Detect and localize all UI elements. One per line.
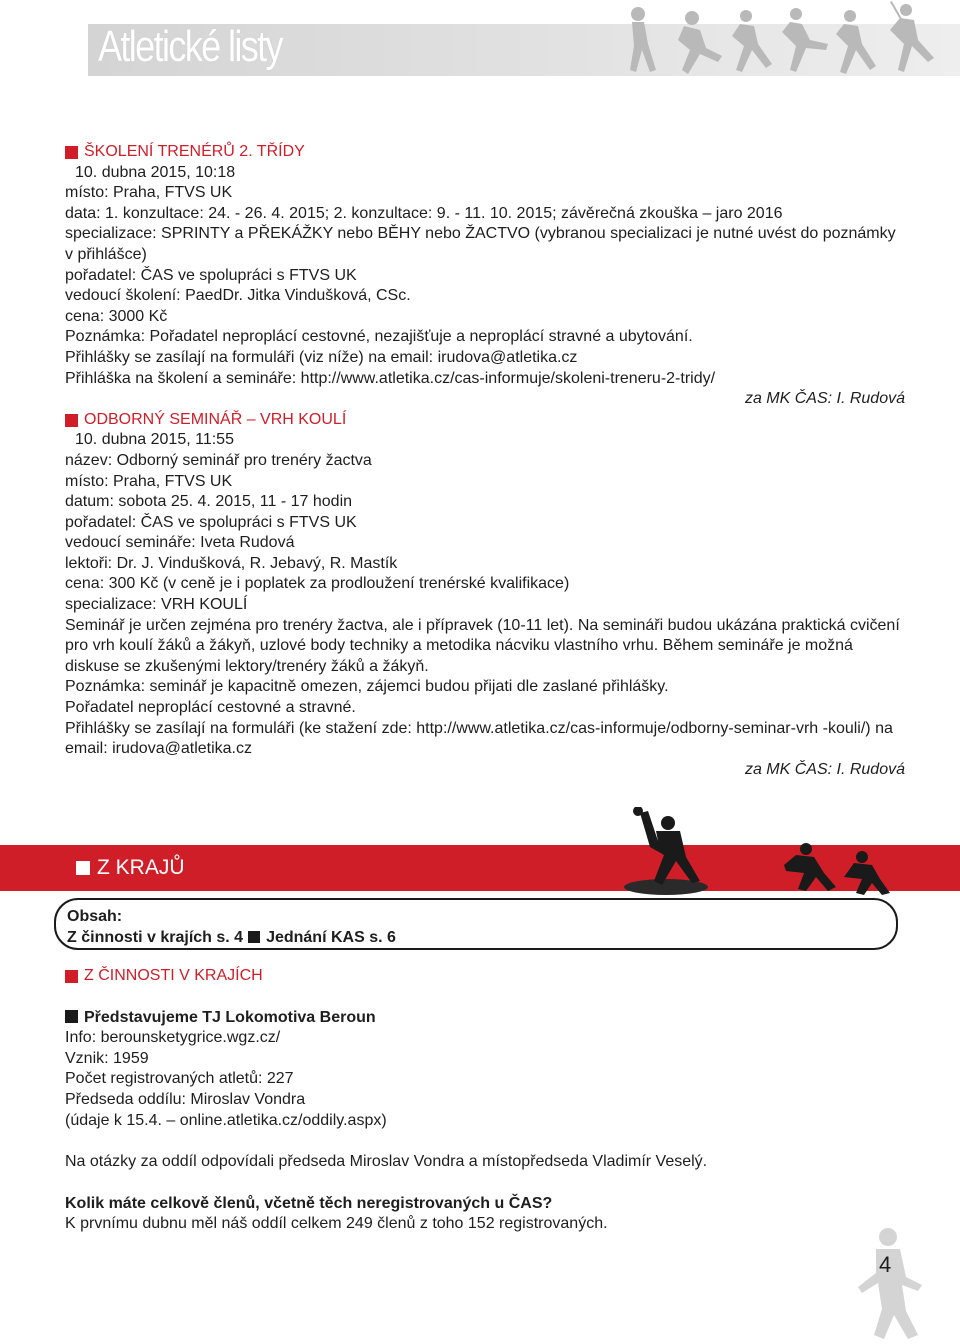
info-line: specializace: SPRINTY a PŘEKÁŽKY nebo BĚHY nebo ŽACTVO (vybranou specializaci je nutné uvést do poznámky v přihlášce) — [65, 225, 896, 263]
shot-put-silhouettes-illustration — [610, 807, 920, 899]
article-subheading: Představujeme TJ Lokomotiva Beroun — [65, 1008, 905, 1029]
contents-item: Jednání KAS s. 6 — [266, 929, 396, 946]
contents-title: Obsah: — [67, 908, 123, 925]
info-line: název: Odborný seminář pro trenéry žactva — [65, 451, 372, 469]
section-band-z-kraju — [0, 845, 960, 891]
info-line: místo: Praha, FTVS UK — [65, 472, 233, 490]
publication-title: Atletické listy — [98, 22, 282, 71]
regional-news-section — [65, 966, 905, 1235]
page-number: 4 — [879, 1252, 892, 1277]
info-line: místo: Praha, FTVS UK — [65, 184, 233, 202]
info-line: specializace: VRH KOULÍ — [65, 596, 248, 614]
page-header — [0, 0, 960, 82]
fact-line: (údaje k 15.4. – online.atletika.cz/oddily.aspx) — [65, 1111, 387, 1129]
section-date: 10. dubna 2015, 10:18 — [75, 163, 236, 181]
info-line: data: 1. konzultace: 24. - 26. 4. 2015; 2. konzultace: 9. - 11. 10. 2015; závěrečná zkouška – jaro 2016 — [65, 204, 783, 222]
white-square-bullet-icon — [76, 861, 90, 875]
info-line: Přihlášky se zasílají na formuláři (ke stažení zde: http://www.atletika.cz/cas-informuje/odborny-seminar-vrh -kouli/) na email: irudova@atletika.cz — [65, 719, 893, 758]
interview-intro: Na otázky za oddíl odpovídali předseda Miroslav Vondra a místopředseda Vladimír Veselý. — [65, 1153, 708, 1171]
contents-item: Z činnosti v krajích s. 4 — [67, 929, 244, 946]
section-heading-skoleni: ŠKOLENÍ TRENÉRŮ 2. TŘÍDY — [65, 142, 905, 163]
black-square-separator-icon — [248, 931, 260, 943]
section-heading-seminar: ODBORNÝ SEMINÁŘ – VRH KOULÍ — [65, 410, 905, 431]
info-line: cena: 300 Kč (v ceně je i poplatek za prodloužení trenérské kvalifikace) — [65, 575, 570, 593]
info-line: Přihláška na školení a semináře: http://www.atletika.cz/cas-informuje/skoleni-treneru-2-tridy/ — [65, 369, 716, 387]
info-line: Pořadatel neproplácí cestovné a stravné. — [65, 699, 356, 717]
info-line: vedoucí semináře: Iveta Rudová — [65, 534, 295, 552]
info-line: pořadatel: ČAS ve spolupráci s FTVS UK — [65, 513, 357, 531]
info-line: vedoucí školení: PaedDr. Jitka Vindušková, CSc. — [65, 287, 411, 305]
info-line: Přihlášky se zasílají na formuláři (viz níže) na email: irudova@atletika.cz — [65, 348, 578, 366]
athlete-silhouettes-illustration — [600, 0, 960, 82]
fact-line: Předseda oddílu: Miroslav Vondra — [65, 1090, 306, 1108]
signature: za MK ČAS: I. Rudová — [744, 390, 905, 408]
info-line: cena: 3000 Kč — [65, 307, 168, 325]
info-line: datum: sobota 25. 4. 2015, 11 - 17 hodin — [65, 493, 353, 511]
section-heading-z-cinnosti: Z ČINNOSTI V KRAJÍCH — [65, 966, 905, 987]
info-line: Poznámka: seminář je kapacitně omezen, zájemci budou přijati dle zaslané přihlášky. — [65, 678, 669, 696]
fact-line: Počet registrovaných atletů: 227 — [65, 1070, 294, 1088]
fact-line: Vznik: 1959 — [65, 1049, 149, 1067]
fact-line: Info: berounsketygrice.wgz.cz/ — [65, 1029, 281, 1047]
contents-text — [67, 906, 396, 948]
article-content — [65, 142, 905, 780]
interview-answer: K prvnímu dubnu měl náš oddíl celkem 249 členů z toho 152 registrovaných. — [65, 1215, 608, 1233]
band-title: Z KRAJŮ — [76, 856, 185, 880]
red-square-bullet-icon — [65, 970, 78, 983]
info-line: Poznámka: Pořadatel neproplácí cestovné, nezajišťuje a neproplácí stravné a ubytování. — [65, 328, 693, 346]
contents-items — [67, 927, 396, 948]
signature: za MK ČAS: I. Rudová — [744, 760, 905, 778]
red-square-bullet-icon — [65, 146, 78, 159]
runner-silhouette-icon — [848, 1225, 934, 1341]
info-line: lektoři: Dr. J. Vindušková, R. Jebavý, R. Mastík — [65, 554, 398, 572]
info-line: pořadatel: ČAS ve spolupráci s FTVS UK — [65, 266, 357, 284]
interview-question: Kolik máte celkově členů, včetně těch neregistrovaných u ČAS? — [65, 1194, 553, 1212]
section-date: 10. dubna 2015, 11:55 — [75, 431, 234, 449]
contents-box — [54, 898, 898, 950]
description-paragraph: Seminář je určen zejména pro trenéry žactva, ale i přípravek (10-11 let). Na semináři budou ukázána praktická cvičení pro vrh koulí žáků a žákyň, uzlové body techniky a metodika nácviku vlastního vrhu. Během semináře je možná diskuse se zkušenými lektory/trenéry žáků a žákyň. — [65, 616, 900, 675]
red-square-bullet-icon — [65, 414, 78, 427]
black-square-bullet-icon — [65, 1010, 78, 1023]
